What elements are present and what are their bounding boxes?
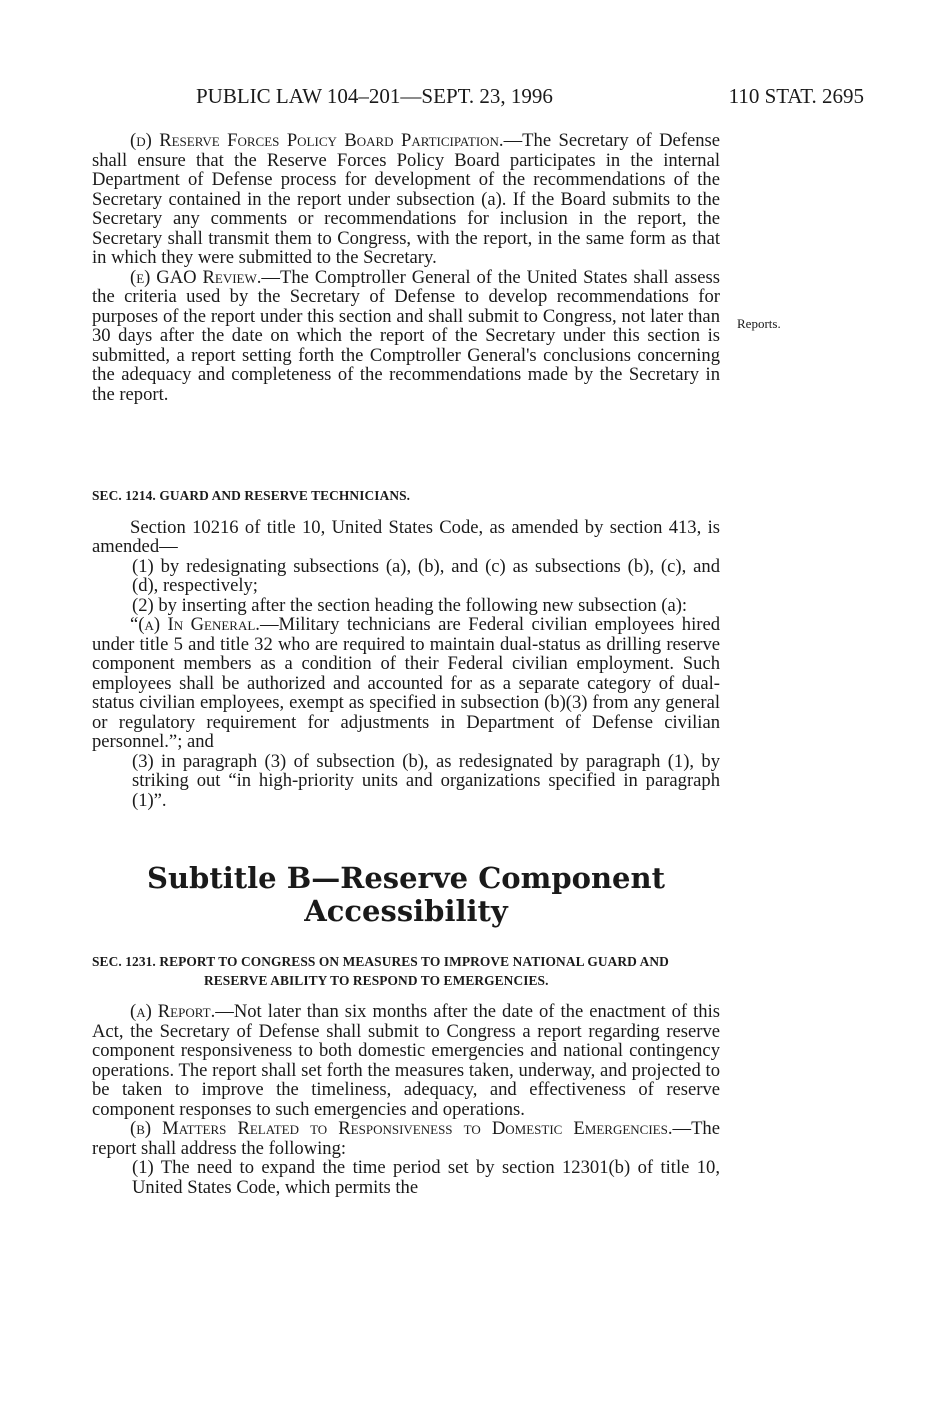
statute-page-number: 110 STAT. 2695 — [728, 84, 864, 108]
subtitle-line-2: Accessibility — [304, 894, 508, 928]
section-1231-heading: SEC. 1231. REPORT TO CONGRESS ON MEASURES TO IMPROVE NATIONAL GUARD AND RESERVE ABILITY TO RESPOND TO EMERGENCIES. — [92, 954, 669, 988]
section-1231-b-item-1: (1) The need to expand the time period set by section 12301(b) of title 10, United States Code, which permits the — [132, 1157, 720, 1198]
page-header — [196, 84, 864, 114]
section-1214-quoted-subsection — [92, 615, 720, 752]
quoted-subsection-heading: “(a) In General. — [130, 614, 260, 635]
section-1214 — [92, 486, 720, 810]
margin-note-reports: Reports. — [737, 316, 781, 331]
quoted-subsection-text: —Military technicians are Federal civilian employees hired under title 5 and title 32 who are required to maintain dual-status as drilling reserve component members as a condition of their Federal civilian employment. Such employees shall be authorized and accounted for as a separate category of dual-status civilian employees, exempt as specified in subsection (b)(3) from any general or regulatory requirement for adjustments in Department of Defense civilian personnel.”; and — [92, 614, 720, 752]
paragraph-d-heading: (d) Reserve Forces Policy Board Participation. — [130, 130, 504, 151]
paragraph-e — [92, 268, 720, 405]
section-1231-subsection-b — [92, 1119, 720, 1158]
paragraph-d — [92, 131, 720, 268]
section-1214-item-1: (1) by redesignating subsections (a), (b), and (c) as subsections (b), (c), and (d), respectively; — [132, 555, 720, 596]
section-1214-heading: SEC. 1214. GUARD AND RESERVE TECHNICIANS. — [92, 488, 411, 503]
public-law-citation: PUBLIC LAW 104–201—SEPT. 23, 1996 — [196, 84, 553, 108]
section-continuation — [92, 131, 720, 404]
subsection-b-heading: (b) Matters Related to Responsiveness to Domestic Emergencies. — [130, 1118, 673, 1139]
paragraph-d-text: —The Secretary of Defense shall ensure that the Reserve Forces Policy Board participates in the internal Department of Defense process for development of the recommendations of the Secretary contained in the report under subsection (a). If the Board submits to the Secretary any comments or recommendations for inclusion in the report, the Secretary shall transmit them to Congress, with the report, in the same form as that in which they were submitted to the Secretary. — [92, 130, 721, 268]
section-1231-subsection-a — [92, 1002, 720, 1119]
subsection-b-text: —The report shall address the following: — [92, 1118, 720, 1159]
subsection-a-text: —Not later than six months after the date of the enactment of this Act, the Secretary of Defense shall submit to Congress a report regarding reserve component responsiveness to both domestic emergencies and national contingency operations. The report shall set forth the measures taken, underway, and projected to be taken to improve the timeliness, adequacy, and effectiveness of reserve component responses to such emergencies and operations. — [92, 1001, 720, 1120]
subtitle-heading — [92, 862, 720, 928]
section-1231 — [92, 952, 720, 1197]
subtitle-line-1: Subtitle B—Reserve Component — [147, 861, 665, 895]
section-1214-item-3: (3) in paragraph (3) of subsection (b), as redesignated by paragraph (1), by striking out “in high-priority units and organizations specified in paragraph (1)”. — [132, 750, 720, 811]
subsection-a-heading: (a) Report. — [130, 1001, 216, 1022]
section-1214-item-2: (2) by inserting after the section heading the following new subsection (a): — [132, 594, 688, 616]
paragraph-e-text: —The Comptroller General of the United States shall assess the criteria used by the Secretary of Defense to develop recommendations for purposes of the report under this section and shall submit to Congress, not later than 30 days after the date on which the report of the Secretary under this section is submitted, a report setting forth the Comptroller General's conclusions concerning the adequacy and completeness of the recommendations made by the Secretary in the report. — [92, 266, 720, 405]
paragraph-e-heading: (e) GAO Review. — [130, 266, 262, 288]
section-1214-intro: Section 10216 of title 10, United States Code, as amended by section 413, is amended— — [92, 516, 720, 557]
